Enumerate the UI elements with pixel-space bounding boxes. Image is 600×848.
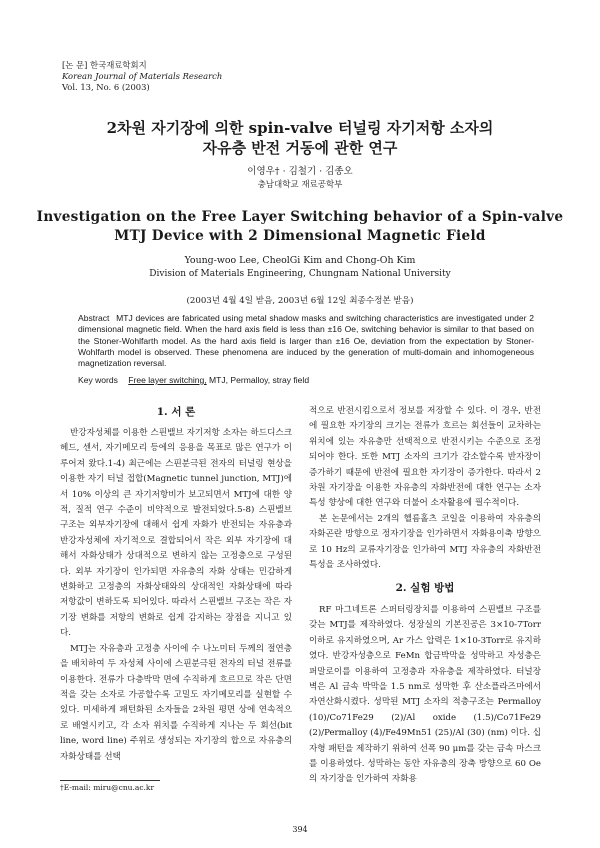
korean-affiliation: 충남대학교 재료공학부 (257, 180, 343, 190)
section-1-heading: 1. 서 론 (156, 406, 196, 418)
keyword-underlined: Free layer switching, (128, 375, 207, 385)
journal-english-name: Korean Journal of Materials Research (62, 71, 223, 81)
journal-header (62, 60, 222, 93)
footnote-rule (60, 780, 160, 781)
left-column (60, 426, 292, 765)
keywords-label: Key words (78, 375, 118, 385)
intro-paragraph-3: 본 논문에서는 2개의 헬름홀츠 코일을 이용하여 자유층의 자화곤란 방향으로 정자기장을 인가하면서 자화용이축 방향으로 10 Hz의 교류자기장을 인가하여 MTJ 자유층의 자화반전 특성을 조사하였다. (309, 513, 541, 571)
keywords (78, 375, 534, 385)
english-title (30, 208, 570, 246)
intro-paragraph-2: MTJ는 자유층과 고정층 사이에 수 나노미터 두께의 절연층을 배치하여 두 자성체 사이에 스핀분극된 전자의 터널 전류를 이용한다. 전류가 다층박막 면에 수직하게 흐르므로 작은 단면적을 갖는 소자로 가공할수록 고밀도 자기메모리를 실현할 수 있다. 미세하게 패턴화된 소자들을 2차원 평면 상에 연속적으로 배열시키고, 각 소자 위치를 수직하게 지나는 두 회선(bit line, word line) 주위로 생성되는 자기장의 합으로 자유층의 자화상태를 선택 (60, 643, 292, 762)
korean-authors: 이영우† · 김철기 · 김종오 (247, 166, 353, 177)
section-2-heading: 2. 실험 방법 (395, 582, 455, 595)
english-title-line-2: MTJ Device with 2 Dimensional Magnetic Field (114, 228, 486, 244)
journal-volume: Vol. 13, No. 6 (2003) (62, 82, 150, 92)
english-authors: Young-woo Lee, CheolGi Kim and Chong-Oh Kim (184, 255, 416, 266)
right-column (309, 404, 541, 788)
intro-paragraph-2-continued: 적으로 반전시킴으로서 정보를 저장할 수 있다. 이 경우, 반전에 필요한 자기장의 크기는 전류가 흐르는 회선들이 교차하는 위치에 있는 자유층만 선택적으로 반전시키는 수준으로 조정되어야 한다. 또한 MTJ 소자의 크기가 감소할수록 반자장이 증가하기 때문에 반전에 필요한 자기장이 증가한다. 따라서 2차원 자기장을 이용한 자유층의 자화반전에 대한 연구는 소자특성 향상에 대한 연구와 더불어 소자활용에 필수적이다. (309, 406, 541, 509)
english-title-line-1: Investigation on the Free Layer Switching behavior of a Spin-valve (36, 209, 564, 225)
korean-title (40, 118, 560, 158)
korean-title-line-2: 자유층 반전 거동에 관한 연구 (202, 139, 398, 157)
keywords-rest: MTJ, Permalloy, stray field (209, 375, 310, 385)
footnote-email: †E-mail: miru@cnu.ac.kr (60, 783, 155, 792)
journal-korean-name: [논 문] 한국재료학회지 (62, 60, 147, 70)
abstract (78, 313, 534, 369)
page-number: 394 (292, 825, 308, 834)
methods-paragraph-1: RF 마그네트론 스퍼터링장치를 이용하여 스핀밸브 구조를 갖는 MTJ를 제작하였다. 성장실의 기본진공은 3×10-7Torr 이하로 유지하였으며, Ar 가스 압력은 1×10-3Torr로 유지하였다. 반강자성층으로 FeMn 합금박막을 성막하고 자성층은 퍼말로이를 이용하여 고정층과 자유층을 제작하였다. 터널장벽은 Al 금속 박막을 1.5 nm로 성막한 후 산소플라즈마에서 자연산화시켰다. 성막된 MTJ 소자의 적층구조는 Permalloy (10)/Co71Fe29 (2)/Al oxide (1.5)/Co71Fe29 (2)/Permalloy (4)/Fe49Mn51 (25)/Al (30) (nm) 이다. 십자형 패턴을 제작하기 위하여 선폭 90 μm를 갖는 금속 마스크를 이용하였다. 성막하는 동안 자유층의 장축 방향으로 60 Oe의 자기장을 인가하여 자화용 (309, 604, 541, 785)
abstract-label: Abstract (78, 313, 110, 323)
abstract-text: MTJ devices are fabricated using metal shadow masks and switching characteristics are investigated under 2 dimensional magnetic field. When the hard axis field is less than ±16 Oe, switching behavior is similar to that based on the Stoner-Wohlfarth model. As the hard axis field is larger than ±16 Oe, deviation from the expectation by Stoner-Wohlfarth model is observed. These phenomena are induced by the generation of multi-domain and inhomogeneous magnetization reversal. (78, 313, 535, 369)
korean-title-line-1: 2차원 자기장에 의한 spin-valve 터널링 자기저항 소자의 (106, 119, 494, 137)
intro-paragraph-1: 반강자성체를 이용한 스핀밸브 자기저항 소자는 하드디스크 헤드, 센서, 자기메모리 등에의 응용을 목표로 많은 연구가 이루어져 왔다.1-4) 최근에는 스핀분극된 전자의 터널링 현상을 이용한 자기 터널 접합(Magnetic tunnel junction, MTJ)에서 10% 이상의 큰 자기저항비가 보고되면서 MTJ에 대한 양적, 질적 연구 수준이 비약적으로 발전되었다.5-8) 스핀밸브 구조는 외부자기장에 대해서 쉽게 자화가 반전되는 자유층과 반강자성체에 자기적으로 결합되어서 작은 외부 자기장에 대해서 자화상태가 상대적으로 변하지 않는 고정층으로 구성된다. 외부 자기장이 인가되면 자유층의 자화 상태는 민감하게 변화하고 고정층의 자화상태와의 상대적인 자화상태에 따라 저항값이 변하도록 되어있다. 따라서 스핀밸브 구조는 작은 자기장 변화를 저항의 변화로 쉽게 감지하는 장점을 지니고 있다. (60, 428, 292, 639)
received-dates: (2003년 4월 4일 받음, 2003년 6월 12일 최종수정본 받음) (186, 296, 414, 306)
english-affiliation: Division of Materials Engineering, Chungnam National University (149, 269, 451, 279)
